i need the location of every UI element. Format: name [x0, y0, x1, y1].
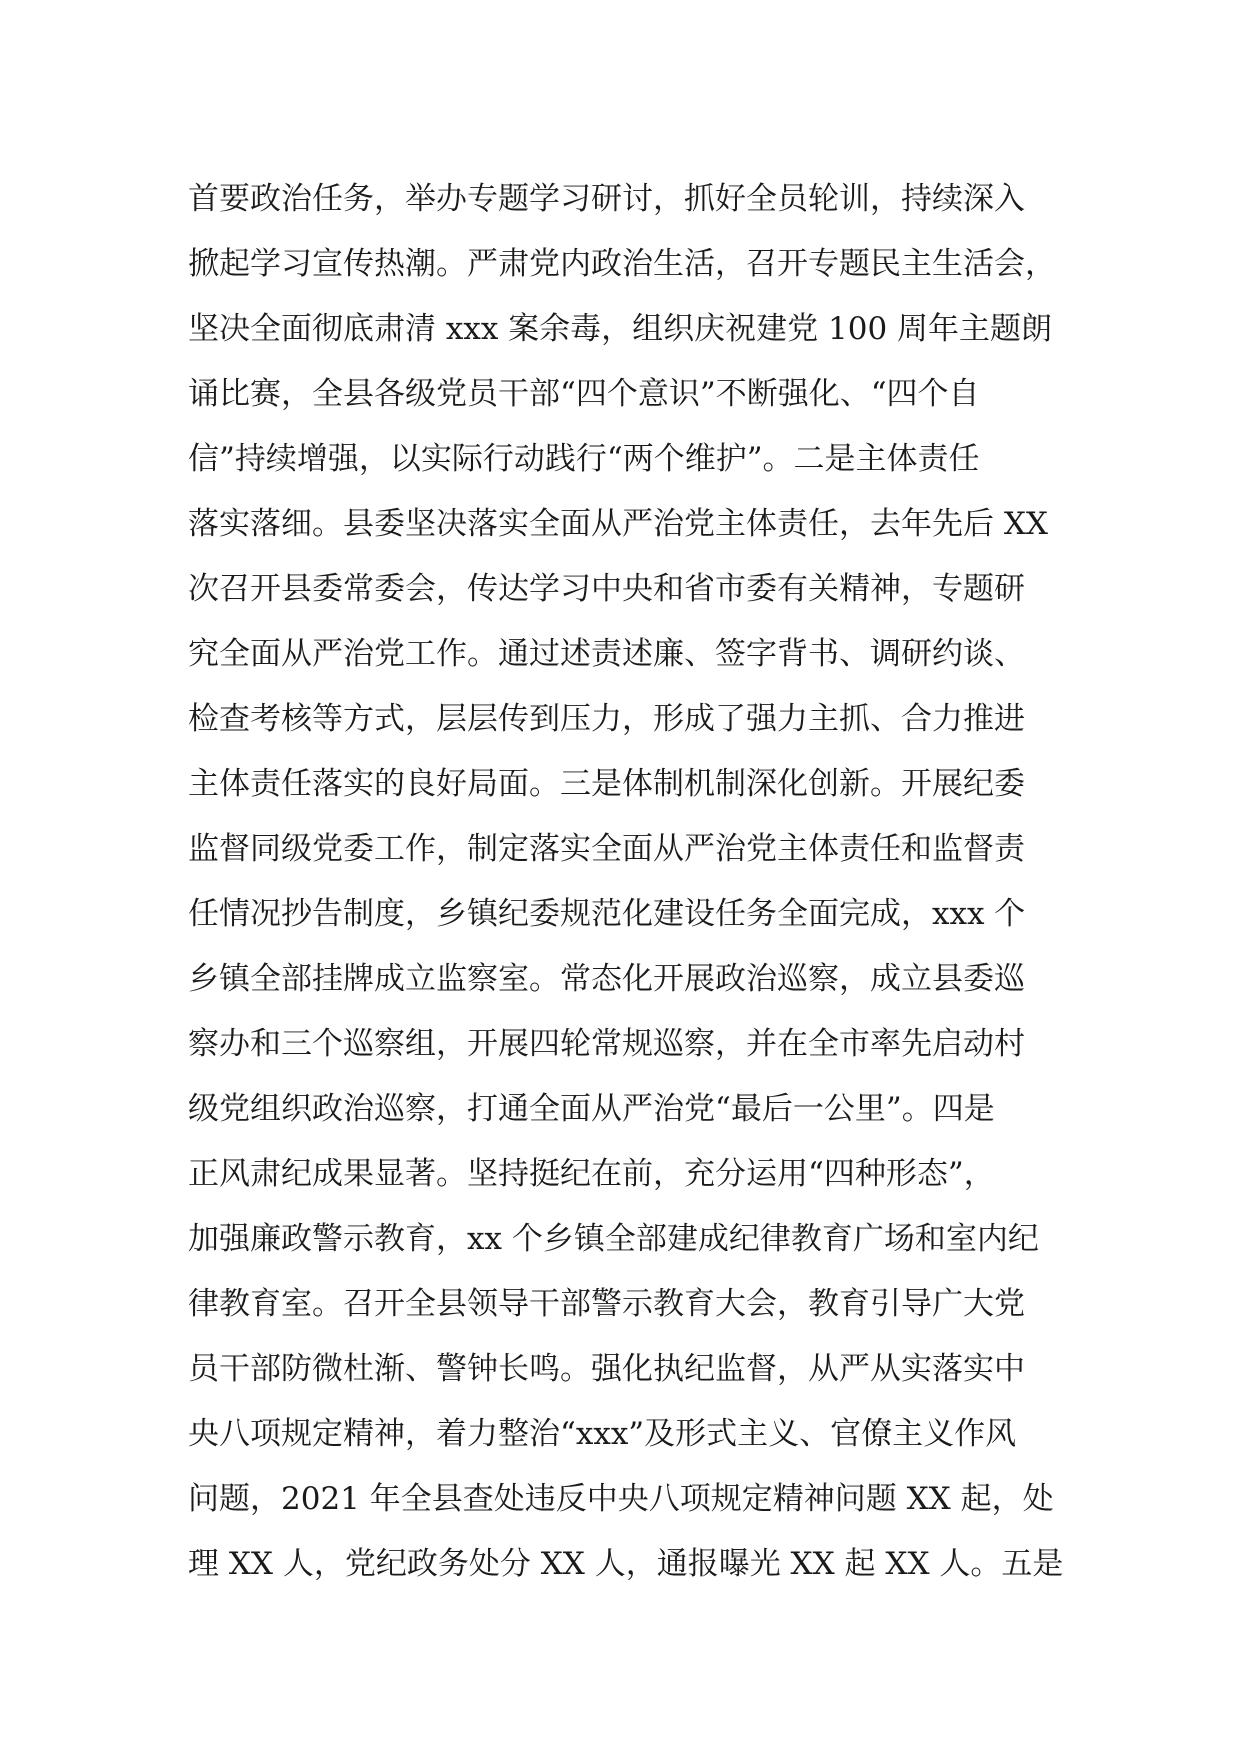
text-line: 级党组织政治巡察，打通全面从严治党“最后一公里”。四是 — [188, 1091, 995, 1127]
text-line: 察办和三个巡察组，开展四轮常规巡察，并在全市率先启动村 — [188, 1026, 1025, 1062]
text-line: 监督同级党委工作，制定落实全面从严治党主体责任和监督责 — [188, 831, 1025, 867]
text-line: 员干部防微杜渐、警钟长鸣。强化执纪监督，从严从实落实中 — [188, 1351, 1025, 1387]
text-line: 央八项规定精神，着力整治“xxx”及形式主义、官僚主义作风 — [188, 1416, 1017, 1452]
text-line: 诵比赛，全县各级党员干部“四个意识”不断强化、“四个自 — [188, 376, 980, 412]
text-line: 落实落细。县委坚决落实全面从严治党主体责任，去年先后 XX — [188, 506, 1048, 542]
text-line: 检查考核等方式，层层传到压力，形成了强力主抓、合力推进 — [188, 701, 1025, 737]
text-line: 加强廉政警示教育，xx 个乡镇全部建成纪律教育广场和室内纪 — [188, 1221, 1039, 1257]
text-line: 次召开县委常委会，传达学习中央和省市委有关精神，专题研 — [188, 571, 1025, 607]
text-line: 掀起学习宣传热潮。严肃党内政治生活，召开专题民主生活会， — [188, 246, 1056, 282]
text-line: 信”持续增强，以实际行动践行“两个维护”。二是主体责任 — [188, 441, 980, 477]
text-line: 究全面从严治党工作。通过述责述廉、签字背书、调研约谈、 — [188, 636, 1025, 672]
text-line: 问题，2021 年全县查处违反中央八项规定精神问题 XX 起，处 — [188, 1481, 1054, 1517]
text-line: 坚决全面彻底肃清 xxx 案余毒，组织庆祝建党 100 周年主题朗 — [188, 311, 1053, 347]
text-line: 乡镇全部挂牌成立监察室。常态化开展政治巡察，成立县委巡 — [188, 961, 1025, 997]
text-line: 任情况抄告制度，乡镇纪委规范化建设任务全面完成，xxx 个 — [188, 896, 1026, 932]
text-line: 正风肃纪成果显著。坚持挺纪在前，充分运用“四种形态”， — [188, 1156, 995, 1192]
text-line: 首要政治任务，举办专题学习研讨，抓好全员轮训，持续深入 — [188, 181, 1025, 217]
text-line: 理 XX 人，党纪政务处分 XX 人，通报曝光 XX 起 XX 人。五是 — [188, 1546, 1064, 1582]
body-paragraph — [188, 171, 1068, 1601]
text-line: 律教育室。召开全县领导干部警示教育大会，教育引导广大党 — [188, 1286, 1025, 1322]
text-line: 主体责任落实的良好局面。三是体制机制深化创新。开展纪委 — [188, 766, 1025, 802]
